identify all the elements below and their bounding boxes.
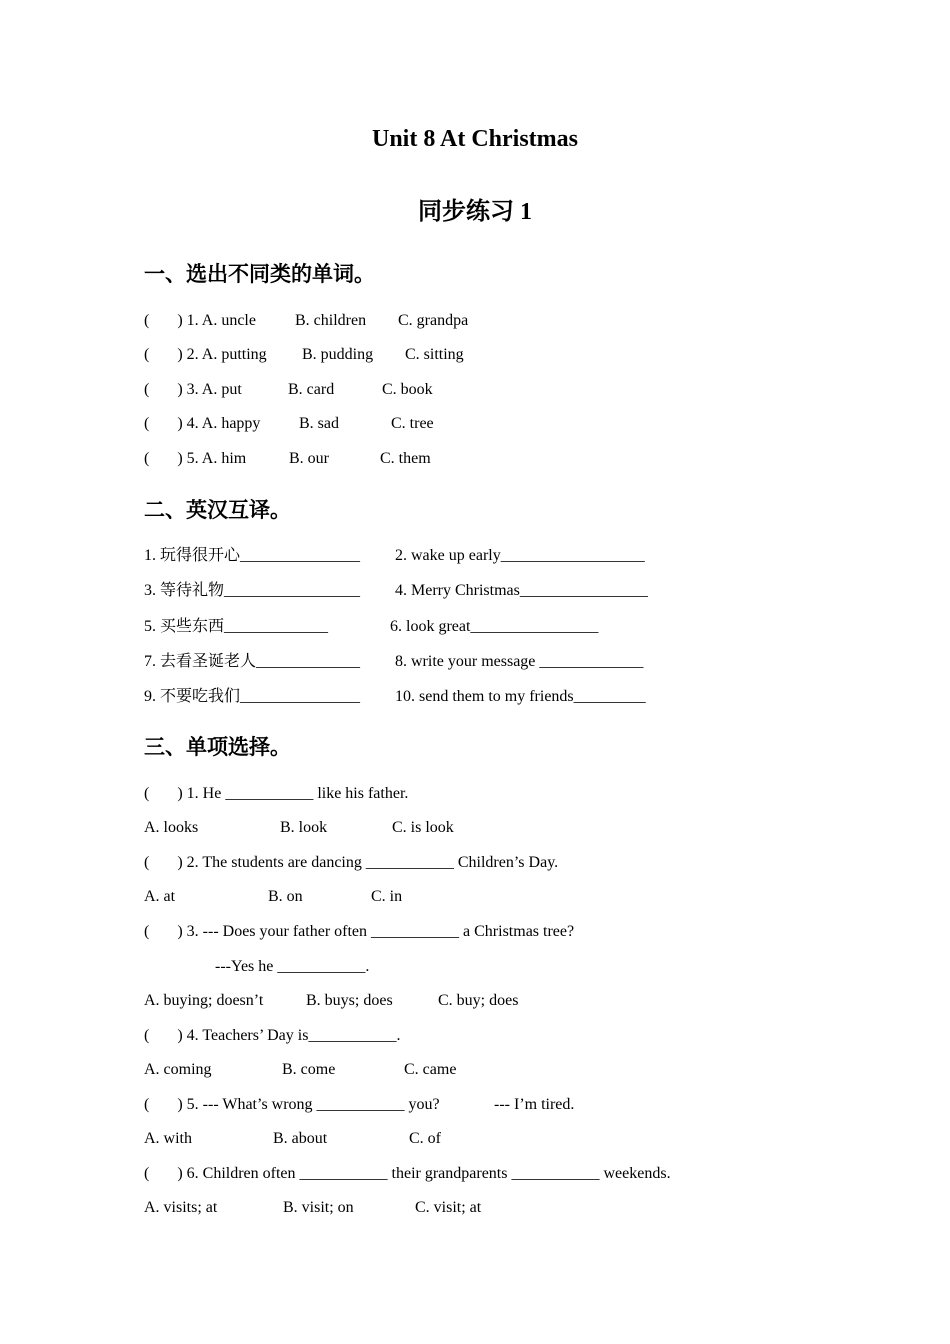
s2-item-9: 9. 不要吃我们_______________ (144, 688, 361, 705)
s3-q1-opt-b: B. look (280, 819, 328, 836)
s2-item-1: 1. 玩得很开心_______________ (144, 547, 361, 564)
s3-q5-opt-a: A. with (144, 1130, 192, 1147)
s3-q6-opt-b: B. visit; on (283, 1199, 354, 1216)
s3-q5-reply: --- I’m tired. (494, 1096, 575, 1113)
s1-item-2-c: C. sitting (405, 346, 464, 363)
s2-item-8: 8. write your message _____________ (395, 653, 644, 670)
s1-item-1-b: B. children (295, 312, 367, 329)
s3-q2-opt-b: B. on (268, 888, 303, 905)
s2-item-3: 3. 等待礼物_________________ (144, 582, 361, 599)
s1-item-1-c: C. grandpa (398, 312, 469, 329)
section3-heading: 三、单项选择。 (144, 735, 291, 759)
s1-item-2-a: ( ) 2. A. putting (144, 346, 267, 363)
page-title: Unit 8 At Christmas (371, 126, 578, 152)
s3-q2-opt-a: A. at (144, 888, 176, 905)
s3-q4: ( ) 4. Teachers’ Day is___________. (144, 1027, 401, 1044)
s3-q4-opt-b: B. come (282, 1061, 336, 1078)
s1-item-1-a: ( ) 1. A. uncle (144, 312, 256, 329)
s3-q5-opt-b: B. about (273, 1130, 328, 1147)
s3-q2: ( ) 2. The students are dancing ___________ Children’s Day. (144, 854, 559, 871)
s3-q3-opt-c: C. buy; does (438, 992, 519, 1009)
s3-q3: ( ) 3. --- Does your father often ___________ a Christmas tree? (144, 923, 575, 940)
s1-item-5-a: ( ) 5. A. him (144, 450, 247, 467)
s2-item-7: 7. 去看圣诞老人_____________ (144, 653, 361, 670)
s3-q5: ( ) 5. --- What’s wrong ___________ you? (144, 1096, 440, 1113)
s3-q3-opt-b: B. buys; does (306, 992, 393, 1009)
s3-q4-opt-a: A. coming (144, 1061, 212, 1078)
s3-q1-opt-c: C. is look (392, 819, 454, 836)
s1-item-4-c: C. tree (391, 415, 434, 432)
s1-item-4-b: B. sad (299, 415, 339, 432)
s1-item-3-c: C. book (382, 381, 433, 398)
s3-q2-opt-c: C. in (371, 888, 403, 905)
s1-item-5-b: B. our (289, 450, 329, 467)
s2-item-5: 5. 买些东西_____________ (144, 618, 329, 635)
section2-heading: 二、英汉互译。 (144, 498, 291, 522)
s1-item-2-b: B. pudding (302, 346, 374, 363)
s1-item-5-c: C. them (380, 450, 431, 467)
s3-q6-opt-c: C. visit; at (415, 1199, 482, 1216)
s3-q1: ( ) 1. He ___________ like his father. (144, 785, 409, 802)
s3-q6: ( ) 6. Children often ___________ their grandparents ___________ weekends. (144, 1165, 671, 1182)
s3-q5-opt-c: C. of (409, 1130, 441, 1147)
s1-item-3-b: B. card (288, 381, 335, 398)
page-subtitle: 同步练习 1 (418, 199, 532, 225)
s1-item-3-a: ( ) 3. A. put (144, 381, 242, 398)
s2-item-6: 6. look great________________ (390, 618, 599, 635)
s2-item-2: 2. wake up early__________________ (395, 547, 645, 564)
s3-q3-opt-a: A. buying; doesn’t (144, 992, 264, 1009)
s3-q3-sub: ---Yes he ___________. (215, 958, 370, 975)
s3-q1-opt-a: A. looks (144, 819, 199, 836)
s3-q6-opt-a: A. visits; at (144, 1199, 218, 1216)
s2-item-4: 4. Merry Christmas________________ (395, 582, 648, 599)
s2-item-10: 10. send them to my friends_________ (395, 688, 646, 705)
section1-heading: 一、选出不同类的单词。 (144, 262, 375, 286)
s1-item-4-a: ( ) 4. A. happy (144, 415, 261, 432)
s3-q4-opt-c: C. came (404, 1061, 457, 1078)
